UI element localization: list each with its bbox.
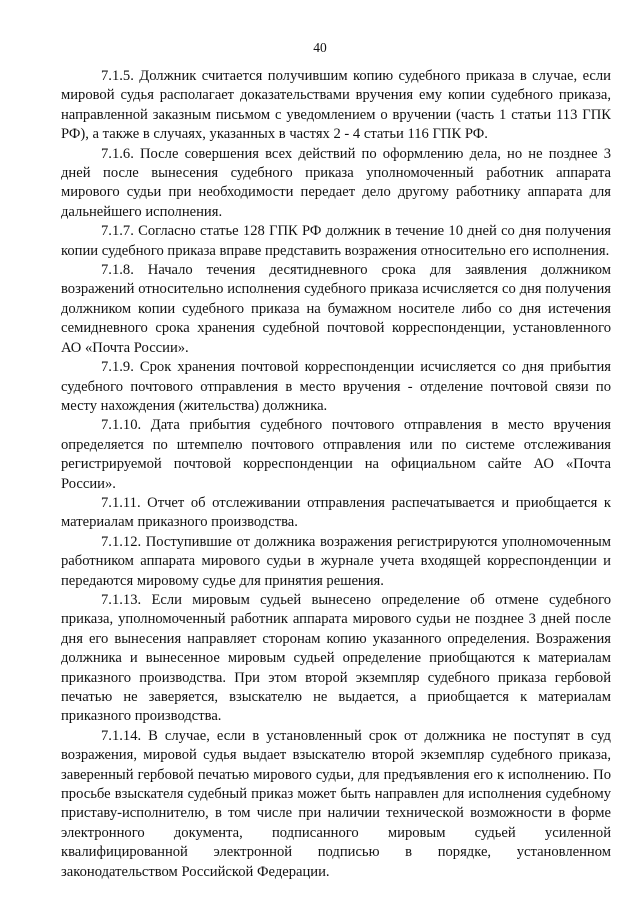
paragraph-7-1-8: 7.1.8. Начало течения десятидневного срока для заявления должником возражений относительно исполнения судебного приказа исчисляется со дня получения должником копии судебного приказа на бумажном носителе либо со дня истечения семидневного срока хранения судебной почтовой корреспонденции, установленного АО «Почта России». (61, 262, 611, 356)
document-body (61, 67, 611, 882)
paragraph-7-1-9: 7.1.9. Срок хранения почтовой корреспонденции исчисляется со дня прибытия судебного почтового отправления в место вручения - отделение почтовой связи по месту нахождения (жительства) должника. (61, 359, 611, 414)
paragraph-7-1-11: 7.1.11. Отчет об отслеживании отправления распечатывается и приобщается к материалам приказного производства. (61, 494, 611, 531)
paragraph-7-1-5: 7.1.5. Должник считается получившим копию судебного приказа в случае, если мировой судья располагает доказательствами вручения ему копии судебного приказа, направленной заказным письмом с уведомлением о вручении (часть 1 статьи 113 ГПК РФ), а также в случаях, указанных в частях 2 - 4 статьи 116 ГПК РФ. (61, 68, 611, 143)
paragraph-7-1-13: 7.1.13. Если мировым судьей вынесено определение об отмене судебного приказа, уполномоченный работник аппарата мирового судьи не позднее 3 дней после дня его вынесения направляет сторонам копию указанного определения. Возражения должника и вынесенное мировым судьей определение приобщаются к материалам приказного производства. При этом второй экземпляр судебного приказа гербовой печатью не заверяется, взыскателю не выдается, а приобщается к материалам приказного производства. (61, 591, 611, 725)
paragraph-7-1-14: 7.1.14. В случае, если в установленный срок от должника не поступят в суд возражения, мировой судья выдает взыскателю второй экземпляр судебного приказа, заверенный гербовой печатью мирового судьи, для предъявления его к исполнению. По просьбе взыскателя судебный приказ может быть направлен для исполнения судебному приставу-исполнителю, в том числе при наличии технической возможности в форме электронного документа, подписанного мировым судьей усиленной квалифицированной электронной подписью в порядке, установленном законодательством Российской Федерации. (61, 727, 611, 880)
paragraph-7-1-7: 7.1.7. Согласно статье 128 ГПК РФ должник в течение 10 дней со дня получения копии судебного приказа вправе представить возражения относительно его исполнения. (61, 223, 611, 259)
paragraph-7-1-6: 7.1.6. После совершения всех действий по оформлению дела, но не позднее 3 дней после вынесения судебного приказа уполномоченный работник аппарата мирового судьи при необходимости передает дело другому работнику аппарата для дальнейшего исполнения. (61, 145, 611, 220)
page-number: 40 (313, 40, 327, 55)
paragraph-7-1-10: 7.1.10. Дата прибытия судебного почтового отправления в место вручения определяется по штемпелю почтового отправления или по системе отслеживания регистрируемой почтовой корреспонденции на официальном сайте АО «Почта России». (61, 417, 611, 492)
paragraph-7-1-12: 7.1.12. Поступившие от должника возражения регистрируются уполномоченным работником аппарата мирового судьи в журнале учета входящей корреспонденции и передаются мировому судье для принятия решения. (61, 533, 611, 589)
